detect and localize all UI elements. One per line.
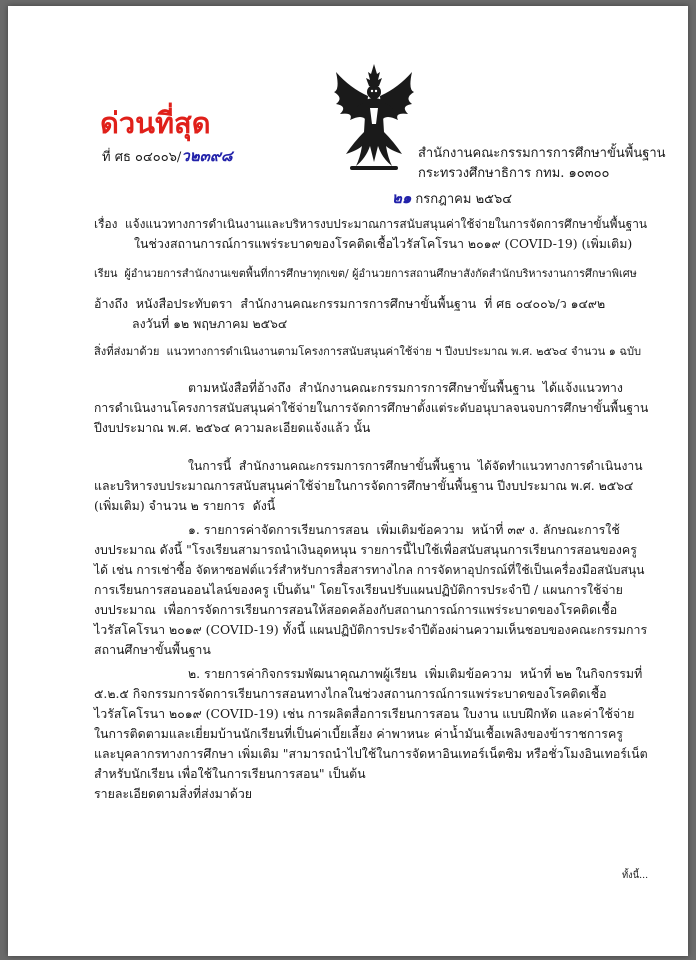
item-1-line-5: งบประมาณ เพื่อการจัดการเรียนการสอนให้สอดคล้องกับสถานการณ์การแพร่ระบาดของโรคติดเชื้อ xyxy=(94,602,618,617)
paragraph-2-line-1: ในการนี้ สำนักงานคณะกรรมการการศึกษาขั้นพื้นฐาน ได้จัดทำแนวทางการดำเนินงาน xyxy=(188,459,643,473)
reference-line-2: ลงวันที่ ๑๒ พฤษภาคม ๒๕๖๔ xyxy=(132,316,288,331)
item-2-line-6: สำหรับนักเรียน เพื่อใช้ในการเรียนการสอน" เป็นต้น xyxy=(94,766,366,781)
closing-line: รายละเอียดตามสิ่งที่ส่งมาด้วย xyxy=(94,786,253,801)
office-line-1: สำนักงานคณะกรรมการการศึกษาขั้นพื้นฐาน xyxy=(418,146,666,161)
item-1-line-1: ๑. รายการค่าจัดการเรียนการสอน เพิ่มเติมข้อความ หน้าที่ ๓๙ ง. ลักษณะการใช้ xyxy=(188,522,620,537)
document-number-prefix: ที่ ศธ ๐๔๐๐๖/ xyxy=(102,150,182,165)
item-1-line-4: การเรียนการสอนออนไลน์ของครู เป็นต้น" โดยโรงเรียนปรับแผนปฏิบัติการประจำปี / แผนการใช้จ่าย xyxy=(94,582,623,597)
document-date xyxy=(392,186,512,210)
paragraph-2-line-2: และบริหารงบประมาณการสนับสนุนค่าใช้จ่ายในการจัดการศึกษาขั้นพื้นฐาน ปีงบประมาณ พ.ศ. ๒๕๖๔ xyxy=(94,478,634,493)
document-page xyxy=(8,6,688,956)
paragraph-1-line-1: ตามหนังสือที่อ้างถึง สำนักงานคณะกรรมการการศึกษาขั้นพื้นฐาน ได้แจ้งแนวทาง xyxy=(188,380,623,395)
garuda-emblem-icon xyxy=(330,62,418,174)
subject-line-2: ในช่วงสถานการณ์การแพร่ระบาดของโรคติดเชื้อไวรัสโคโรนา ๒๐๑๙ (COVID-19) (เพิ่มเติม) xyxy=(134,236,633,251)
item-1-line-7: สถานศึกษาขั้นพื้นฐาน xyxy=(94,642,211,657)
item-2-line-2: ๕.๒.๕ กิจกรรมการจัดการเรียนการสอนทางไกลในช่วงสถานการณ์การแพร่ระบาดของโรคติดเชื้อ xyxy=(94,686,607,701)
reference-line-1: อ้างถึง หนังสือประทับตรา สำนักงานคณะกรรมการการศึกษาขั้นพื้นฐาน ที่ ศธ ๐๔๐๐๖/ว ๑๔๙๒ xyxy=(94,296,606,311)
sender-office xyxy=(418,144,666,184)
item-2-line-5: และบุคลากรทางการศึกษา เพิ่มเติม "สามารถนำไปใช้ในการจัดหาอินเทอร์เน็ตซิม หรือชั่วโมงอินเทอร์เน็ต xyxy=(94,746,648,761)
recipient-line: เรียน ผู้อำนวยการสำนักงานเขตพื้นที่การศึกษาทุกเขต/ ผู้อำนวยการสถานศึกษาสังกัดสำนักบริหารงานการศึกษาพิเศษ xyxy=(94,267,637,280)
document-number xyxy=(102,144,232,168)
urgency-stamp: ด่วนที่สุด xyxy=(100,106,211,140)
enclosure-line: สิ่งที่ส่งมาด้วย แนวทางการดำเนินงานตามโครงการสนับสนุนค่าใช้จ่าย ฯ ปีงบประมาณ พ.ศ. ๒๕๖๔ จำนวน ๑ ฉบับ xyxy=(94,345,642,358)
subject-line-1: เรื่อง แจ้งแนวทางการดำเนินงานและบริหารงบประมาณการสนับสนุนค่าใช้จ่ายในการจัดการศึกษาขั้นพื้นฐาน xyxy=(94,217,648,231)
date-month-year: กรกฎาคม ๒๕๖๔ xyxy=(415,192,513,207)
paragraph-1-line-2: การดำเนินงานโครงการสนับสนุนค่าใช้จ่ายในการจัดการศึกษาตั้งแต่ระดับอนุบาลจนจบการศึกษาขั้นพื้นฐาน xyxy=(94,401,649,415)
item-2-line-4: ในการติดตามและเยี่ยมบ้านนักเรียนที่เป็นค่าเบี้ยเลี้ยง ค่าพาหนะ ค่าน้ำมันเชื้อเพลิงของข้าราชการครู xyxy=(94,726,623,741)
item-2-line-3: ไวรัสโคโรนา ๒๐๑๙ (COVID-19) เช่น การผลิตสื่อการเรียนการสอน ใบงาน แบบฝึกหัด และค่าใช้จ่าย xyxy=(94,706,635,721)
paragraph-2-line-3: (เพิ่มเติม) จำนวน ๒ รายการ ดังนี้ xyxy=(94,498,276,513)
item-1-line-6: ไวรัสโคโรนา ๒๐๑๙ (COVID-19) ทั้งนี้ แผนปฏิบัติการประจำปีต้องผ่านความเห็นชอบของคณะกรรมการ xyxy=(94,622,648,637)
office-line-2: กระทรวงศึกษาธิการ กทม. ๑๐๓๐๐ xyxy=(418,166,610,181)
item-2-line-1: ๒. รายการค่ากิจกรรมพัฒนาคุณภาพผู้เรียน เพิ่มเติมข้อความ หน้าที่ ๒๒ ในกิจกรรมที่ xyxy=(188,666,643,681)
paragraph-1-line-3: ปีงบประมาณ พ.ศ. ๒๕๖๔ ความละเอียดแจ้งแล้ว นั้น xyxy=(94,420,371,435)
item-1-line-3: ได้ เช่น การเช่าซื้อ จัดหาซอฟต์แวร์สำหรับการสื่อสารทางไกล การจัดหาอุปกรณ์ที่ใช้เป็นเครื่องมือสนับสนุน xyxy=(94,563,645,577)
item-1-line-2: งบประมาณ ดังนี้ "โรงเรียนสามารถนำเงินอุดหนุน รายการนี้ไปใช้เพื่อสนับสนุนการเรียนการสอนของครู xyxy=(94,542,637,557)
page-continuation: ทั้งนี้... xyxy=(622,870,649,881)
date-day-handwritten: ๒๑ xyxy=(392,189,412,207)
document-number-handwritten: ว๒๓๙๘ xyxy=(181,147,233,165)
